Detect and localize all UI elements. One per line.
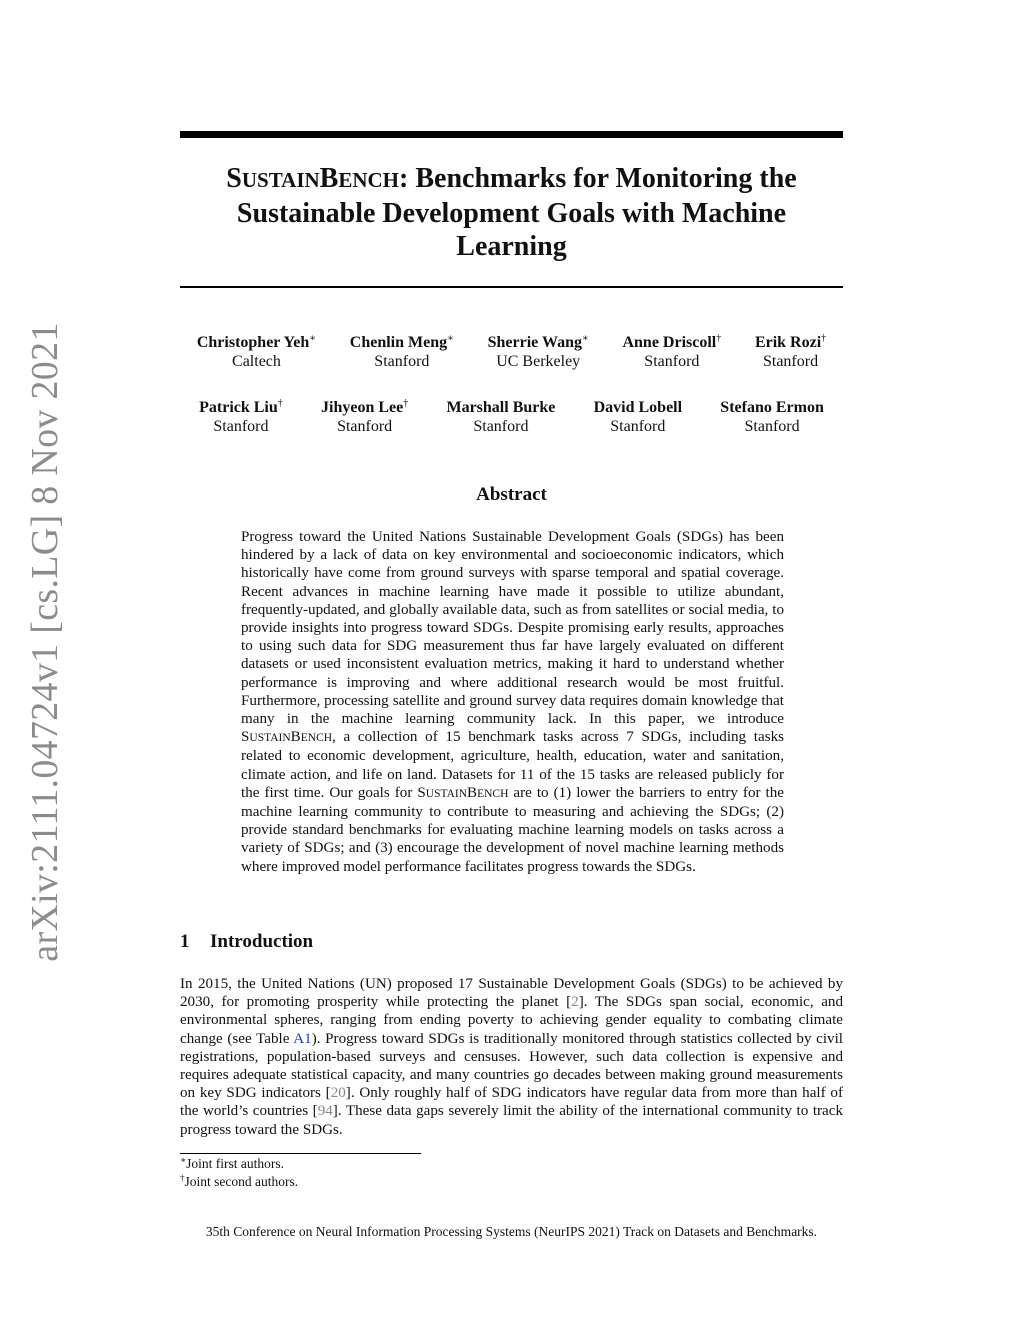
author-block [321, 398, 408, 436]
author-affiliation: Stanford [762, 353, 819, 370]
title-line-2: Sustainable Development Goals with Machine [236, 198, 787, 229]
table-reference-link[interactable]: A1 [293, 1030, 312, 1047]
section-number: 1 [180, 931, 190, 952]
conference-footer: 35th Conference on Neural Information Processing Systems (NeurIPS 2021) Track on Datasets and Benchmarks. [205, 1224, 818, 1239]
author-block [488, 333, 589, 371]
citation-link[interactable]: 2 [571, 994, 579, 1011]
author-footnote-mark: † [716, 333, 722, 344]
author-affiliation: Stanford [644, 353, 700, 370]
author-name: Chenlin Meng [349, 334, 448, 351]
author-block [199, 398, 283, 436]
author-block [594, 398, 682, 436]
footnote [180, 1174, 298, 1190]
author-name: Anne Driscoll [622, 334, 717, 351]
section-heading-introduction [180, 931, 313, 953]
citation-link[interactable]: 20 [330, 1085, 346, 1102]
author-affiliation: Stanford [213, 418, 269, 435]
footnote-rule [180, 1153, 421, 1154]
author-block [755, 333, 826, 371]
author-name: Jihyeon Lee [321, 399, 404, 416]
author-block [446, 398, 555, 436]
author-row-1 [180, 333, 843, 371]
title-line-3: Learning [456, 231, 567, 262]
title-bottom-rule [180, 286, 843, 288]
title-top-rule [180, 131, 843, 138]
author-block [720, 398, 824, 436]
introduction-paragraph: In 2015, the United Nations (UN) proposed 17 Sustainable Development Goals (SDGs) to be achieved by 2030, for promoting prosperity while protecting the planet [2]. The SDGs span social, economic, and environmental spheres, ranging from ending poverty to achieving gender equality to combating climate change (see Table A1). Progress toward SDGs is traditionally monitored through statistics collected by civil registrations, population-based surveys and censuses. However, such data collection is expensive and requires adequate statistical capacity, and many countries go decades between making ground measurements on key SDG indicators [20]. Only roughly half of SDG indicators have regular data from more than half of the world’s countries [94]. These data gaps severely limit the ability of the international community to track progress toward the SDGs. [180, 976, 843, 1138]
author-footnote-mark: ∗ [581, 333, 589, 344]
author-name: David Lobell [593, 399, 683, 416]
author-footnote-mark: † [277, 398, 283, 409]
author-block [197, 333, 316, 371]
footnote-mark: † [180, 1173, 185, 1183]
author-affiliation: Stanford [473, 418, 529, 435]
author-name: Stefano Ermon [720, 399, 824, 416]
citation-link[interactable]: 94 [317, 1103, 333, 1120]
author-block [622, 333, 721, 371]
author-affiliation: Caltech [232, 353, 281, 370]
footnote [180, 1156, 284, 1172]
author-name: Christopher Yeh [196, 334, 310, 351]
author-name: Patrick Liu [199, 399, 278, 416]
arxiv-stamp[interactable]: arXiv:2111.04724v1 [cs.LG] 8 Nov 2021 [24, 322, 66, 962]
footnote-text: Joint first authors. [186, 1156, 284, 1171]
author-name: Erik Rozi [754, 334, 822, 351]
author-affiliation: Stanford [374, 353, 430, 370]
author-footnote-mark: ∗ [309, 333, 317, 344]
footnote-text: Joint second authors. [184, 1174, 299, 1189]
author-name: Sherrie Wang [487, 334, 582, 351]
sustainbench-name: SUSTAINBENCH [417, 784, 509, 801]
abstract-body: Progress toward the United Nations Sustainable Development Goals (SDGs) has been hindered by a lack of data on key environmental and socioeconomic indicators, which historically have come from ground surveys with sparse temporal and spatial coverage. Recent advances in machine learning have made it possible to utilize abundant, frequently-updated, and globally available data, such as from satellites or social media, to provide insights into progress toward SDGs. Despite promising early results, approaches to using such data for SDG measurement thus far have largely evaluated on different datasets or used inconsistent evaluation metrics, making it hard to understand whether performance is improving and where additional research would be most fruitful. Furthermore, processing satellite and ground survey data requires domain knowledge that many in the machine learning community lack. In this paper, we introduce SUSTAINBENCH, a collection of 15 benchmark tasks across 7 SDGs, including tasks related to economic development, agriculture, health, education, water and sanitation, climate action, and life on land. Datasets for 11 of the 15 tasks are released publicly for the first time. Our goals for SUSTAINBENCH are to (1) lower the barriers to entry for the machine learning community to contribute to measuring and achieving the SDGs; (2) provide standard benchmarks for evaluating machine learning models on tasks across a variety of SDGs; and (3) encourage the development of novel machine learning methods where improved model performance facilitates progress towards the SDGs. [241, 529, 784, 875]
section-title: Introduction [210, 931, 314, 952]
author-name: Marshall Burke [446, 399, 556, 416]
author-row-2 [180, 398, 843, 436]
author-affiliation: Stanford [610, 418, 666, 435]
footnote-mark: ∗ [180, 1155, 187, 1165]
author-footnote-mark: † [821, 333, 827, 344]
author-footnote-mark: † [403, 398, 409, 409]
abstract-heading: Abstract [476, 484, 547, 505]
author-block [350, 333, 454, 371]
author-affiliation: Stanford [337, 418, 393, 435]
author-affiliation: UC Berkeley [496, 353, 581, 370]
sustainbench-name: SUSTAINBENCH [241, 729, 333, 746]
paper-title [180, 162, 843, 263]
author-affiliation: Stanford [744, 418, 800, 435]
title-line-1: SUSTAINBENCH: Benchmarks for Monitoring the [226, 163, 797, 194]
author-footnote-mark: ∗ [447, 333, 454, 344]
